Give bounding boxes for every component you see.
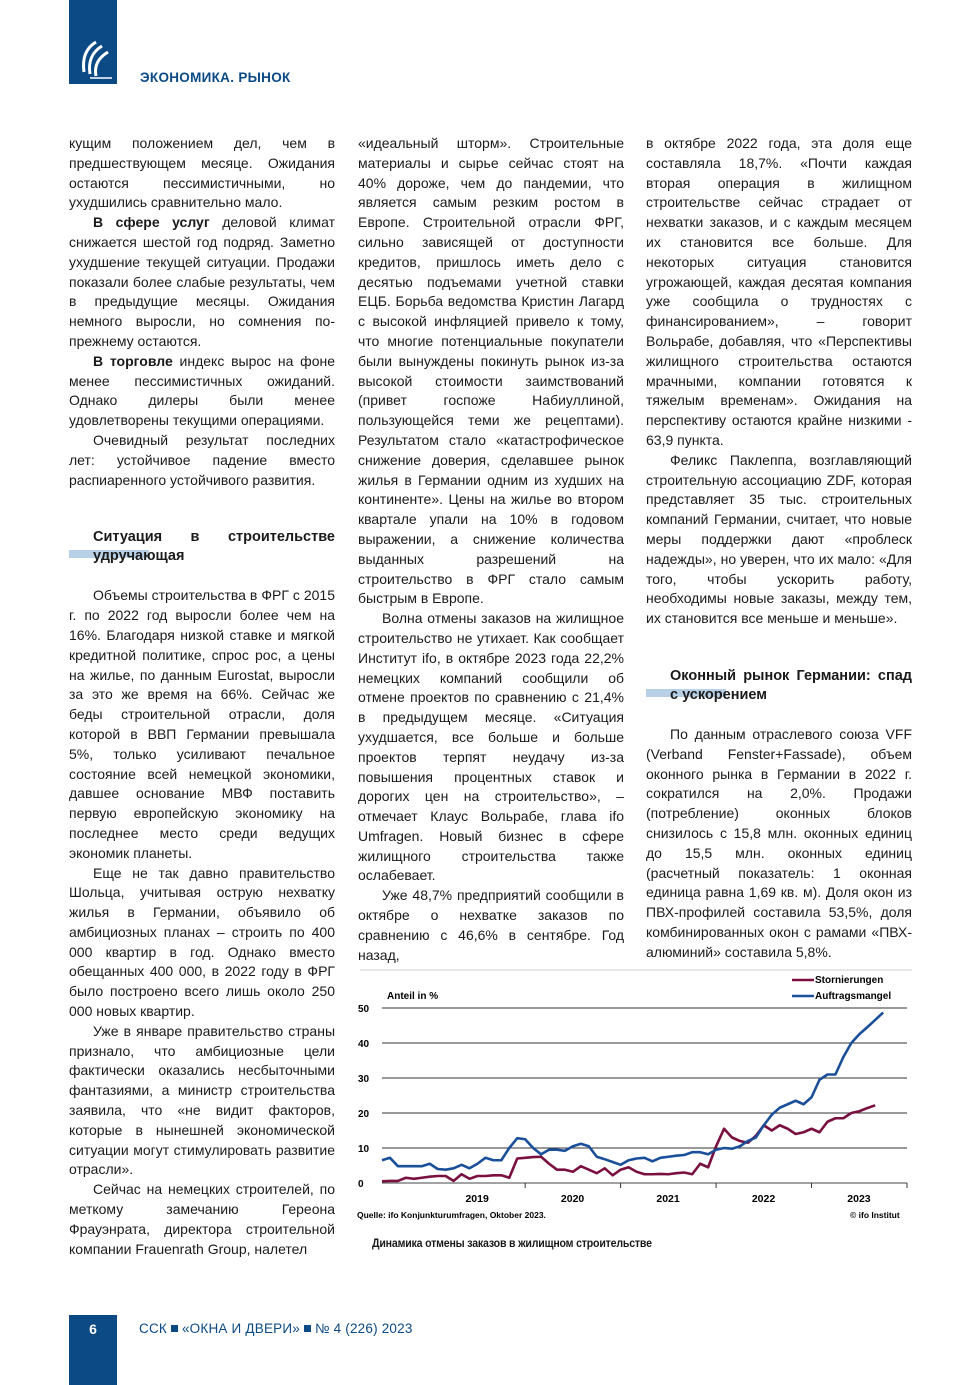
x-axis-ticks: [465, 1183, 907, 1205]
series-line-stornierungen: [382, 1105, 875, 1181]
lead-in-bold: В сфере услуг: [93, 214, 210, 231]
paragraph: кущим положением дел, чем в предшествующем месяце. Ожидания остаются пессимистичными, но ухудшились сравнительно мало.: [69, 135, 335, 211]
paragraph: [69, 213, 335, 352]
paragraph: По данным отраслевого союза VFF (Verband Fenster+Fassade), объем оконного рынка в Германии в 2022 г. сократился на 2,0%. Продажи (потребление) оконных блоков снизилось с 15,8 млн. оконных единиц до 15,5 млн. оконных единиц (расчетный показатель: 1 оконная единица равна 1,69 кв. м). Доля окон из ПВХ-профилей составила 53,5%, доля комбинированных окон с рамами «ПВХ-алюминий» составила 5,8%.: [646, 725, 912, 960]
svg-text:2023: 2023: [847, 1193, 871, 1205]
paragraph: Феликс Паклеппа, возглавляющий строительную ассоциацию ZDF, которая представляет 35 тыс. строительных компаний Германии, считает, что новые меры поддержки дают «проблеск надежды», но уверен, что их мало: «Для того, чтобы ускорить работу, необходимы новые заказы, между тем, их становится все меньше и меньше».: [646, 451, 912, 627]
svg-text:40: 40: [358, 1039, 370, 1050]
paragraph: Сейчас на немецких строителей, по меткому замечанию Гереона Фрауэнрата, директора строительной компании Frauenrath Group, налетел: [69, 1181, 335, 1257]
paragraph: Уже 48,7% предприятий сообщили в октябре о нехватке заказов по сравнению с 46,6% в сентябре. Год назад,: [358, 887, 624, 963]
chart-source: Quelle: ifo Konjunkturumfragen, Oktober 2023.: [357, 1210, 546, 1220]
magazine-logo-icon: [74, 38, 114, 80]
paragraph: в октябре 2022 года, эта доля еще составляла 18,7%. «Почти каждая вторая операция в жилищном строительстве сейчас страдает от нехватки заказов, и с каждым месяцем их становится все больше. Для некоторых ситуация становится угрожающей, каждая десятая компания уже сообщила о трудностях с финансированием», – говорит Вольрабе, добавляя, что «Перспективы жилищного строительства остаются мрачными, компании готовятся к тяжелым временам». Ожидания на перспективу остаются крайне низкими - 63,9 пункта.: [646, 135, 912, 448]
y-axis-ticks: [358, 1004, 370, 1190]
paragraph: Очевидный результат последних лет: устойчивое падение вместо распиаренного устойчивого развития.: [69, 431, 335, 488]
paragraph-text: деловой климат снижается шестой год подряд. Заметно ухудшение текущей ситуации. Продажи показали более слабые результаты, чем в предыдущие месяцы. Ожидания немного выросли, но сомнения по-прежнему остаются.: [69, 214, 336, 349]
chart-caption: Динамика отмены заказов в жилищном строительстве: [372, 1238, 652, 1250]
legend-label: Auftragsmangel: [815, 991, 892, 1002]
article-column-3: [646, 134, 912, 962]
line-chart: [352, 968, 922, 1228]
square-bullet-icon: [171, 1325, 178, 1332]
chart-copyright: © ifo Institut: [850, 1210, 900, 1220]
svg-text:30: 30: [358, 1074, 370, 1085]
footer-publisher: ССК: [139, 1321, 167, 1336]
svg-text:10: 10: [358, 1144, 370, 1155]
section-heading: [646, 667, 912, 705]
footer-magazine: «ОКНА И ДВЕРИ»: [181, 1321, 300, 1336]
square-bullet-icon: [304, 1325, 311, 1332]
lead-in-bold: В торговле: [93, 352, 173, 369]
svg-text:0: 0: [358, 1179, 364, 1190]
svg-text:2022: 2022: [751, 1193, 776, 1205]
chart-series: [382, 1013, 883, 1182]
footer-issue: № 4 (226) 2023: [314, 1321, 413, 1336]
paragraph: Объемы строительства в ФРГ с 2015 г. по 2022 год выросли более чем на 16%. Благодаря низкой ставке и мягкой кредитной политике, спрос рос, а цены на жилье, по данным Eurostat, выросли за это же время на 66%. Сейчас же беды строительной отрасли, доля которой в ВВП Германии превышала 5%, только усиливают печальное состояние всей немецкой экономики, давшее основание МВФ поставить первую европейскую экономику на последнее место среди ведущих экономик планеты.: [69, 587, 335, 861]
chart-legend: [792, 975, 891, 1002]
heading-text: Ситуация в строительстве удручающая: [93, 529, 335, 565]
svg-text:20: 20: [358, 1109, 370, 1120]
section-heading: [69, 528, 335, 566]
paragraph: [69, 352, 335, 431]
paragraph: «идеальный шторм». Строительные материалы и сырье сейчас стоят на 40% дороже, чем до пандемии, что является самым резким ростом в Европе. Строительной отрасли ФРГ, сильно зависящей от доступности кредитов, пришлось иметь дело с десятью подъемами учетной ставки ЕЦБ. Борьба ведомства Кристин Лагард с высокой инфляцией привело к тому, что многие потенциальные покупатели были вынуждены покинуть рынок из-за высокой стоимости заимствований (привет госпоже Набиуллиной, пользующейся теми же рецептами). Результатом стало «катастрофическое снижение доверия, сделавшее рынок жилья в Германии одним из худших на континенте». Цены на жилье во втором квартале упали на 10% в годовом выражении, а снижение количества выданных разрешений на строительство в ФРГ стало самым быстрым в Европе.: [358, 135, 624, 607]
paragraph: Уже в январе правительство страны признало, что амбициозные цели фактически оказались несбыточными фантазиями, а министр строительства заявила, что «не видит факторов, которые в нынешней экономической ситуации могут стимулировать развитие отрасли».: [69, 1022, 335, 1178]
legend-label: Stornierungen: [815, 975, 884, 986]
paragraph: Еще не так давно правительство Шольца, учитывая острую нехватку жилья в Германии, объявило об амбициозных планах – строить по 400 000 квартир в год. Однако вместо обещанных 400 000, в 2022 году в ФРГ было построено всего лишь около 250 000 новых квартир.: [69, 864, 335, 1020]
svg-text:2021: 2021: [656, 1193, 680, 1205]
article-column-2: [358, 134, 624, 965]
page-number: 6: [89, 1321, 97, 1337]
page-number-box: [69, 1315, 117, 1385]
paragraph: Волна отмены заказов на жилищное строительство не утихает. Как сообщает Институт ifo, в октябре 2023 года 22,2% немецких компаний сообщили об отмене проектов по сравнению с 21,4% в предыдущем месяце. «Ситуация ухудшается, все больше и больше проектов терпят неудачу из-за повышения процентных ставок и дорогих цен на строительство», – отмечает Клаус Вольрабе, глава ifo Umfragen. Новый бизнес в сфере жилищного строительства также ослабевает.: [358, 610, 624, 884]
svg-text:50: 50: [358, 1004, 370, 1015]
svg-text:2020: 2020: [560, 1193, 585, 1205]
section-label: ЭКОНОМИКА. РЫНОК: [140, 70, 291, 85]
article-column-1: [69, 134, 335, 1259]
footer-publication: [139, 1321, 413, 1336]
paragraph-text: индекс вырос на фоне менее пессимистичных ожиданий. Однако дилеры были менее удовлетворены текущими операциями.: [69, 352, 336, 429]
series-line-auftragsmangel: [382, 1013, 883, 1170]
svg-text:2019: 2019: [465, 1193, 489, 1205]
heading-text: Оконный рынок Германии: спад с ускорением: [670, 667, 912, 703]
y-axis-label: Anteil in %: [387, 991, 439, 1002]
